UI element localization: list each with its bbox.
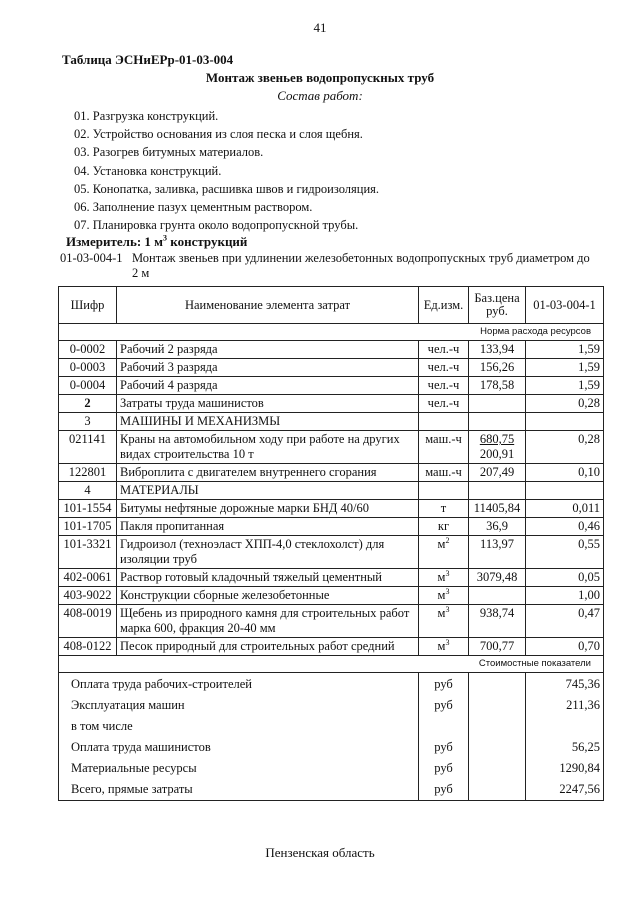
cell-norm: 1,00 (526, 587, 604, 605)
cell-code: 101-3321 (59, 536, 117, 569)
cell-price: 156,26 (469, 359, 526, 377)
cell-name: Гидроизол (техноэласт ХПП-4,0 стеклохолст) для изоляции труб (117, 536, 419, 569)
total-name: Всего, прямые затраты (59, 779, 419, 801)
cost-label-row (59, 656, 604, 673)
cell-price: 938,74 (469, 605, 526, 638)
cell-name: Раствор готовый кладочный тяжелый цементный (117, 569, 419, 587)
cell-unit (419, 518, 469, 536)
cell-name: Краны на автомобильном ходу при работе на других видах строительства 10 т (117, 431, 419, 464)
section-code: 3 (59, 413, 117, 431)
cell-unit (419, 569, 469, 587)
total-unit: руб (419, 695, 469, 716)
unit-text: т (440, 501, 447, 515)
table-row (59, 464, 604, 482)
price-secondary-value: 200,91 (479, 447, 515, 461)
cell-unit: чел.-ч (419, 341, 469, 359)
empty-cell (526, 482, 604, 500)
cell-norm: 0,46 (526, 518, 604, 536)
work-item: 04. Установка конструкций. (74, 163, 222, 178)
header-norm: 01-03-004-1 (526, 287, 604, 324)
cell-unit (419, 638, 469, 656)
cell-code: 0-0002 (59, 341, 117, 359)
cell-norm: 0,28 (526, 431, 604, 464)
unit-text: м (437, 606, 446, 620)
cell-name: Песок природный для строительных работ средний (117, 638, 419, 656)
cell-code: 021141 (59, 431, 117, 464)
cell-name: Пакля пропитанная (117, 518, 419, 536)
empty-cell (469, 758, 526, 779)
cell-price: 207,49 (469, 464, 526, 482)
table-row (59, 638, 604, 656)
total-value: 56,25 (526, 737, 604, 758)
cell-name: Затраты труда машинистов (117, 395, 419, 413)
total-name: Оплата труда рабочих-строителей (59, 673, 419, 696)
table-row (59, 359, 604, 377)
cell-code: 2 (59, 395, 117, 413)
total-value: 745,36 (526, 673, 604, 696)
unit-suffix: конструкций (167, 234, 248, 249)
cell-norm: 1,59 (526, 359, 604, 377)
cell-price: 113,97 (469, 536, 526, 569)
empty-cell (469, 779, 526, 801)
total-unit: руб (419, 779, 469, 801)
price-value: 680,75 (479, 432, 515, 446)
header-name: Наименование элемента затрат (117, 287, 419, 324)
total-unit (419, 716, 469, 737)
empty-cell (419, 413, 469, 431)
total-row (59, 695, 604, 716)
total-row (59, 758, 604, 779)
table-row (59, 500, 604, 518)
work-composition-list (74, 107, 379, 234)
empty-cell (469, 737, 526, 758)
cell-unit (419, 536, 469, 569)
cell-norm: 0,47 (526, 605, 604, 638)
empty-cell (469, 413, 526, 431)
unit-superscript: 3 (445, 568, 450, 578)
cell-price (469, 587, 526, 605)
unit-superscript: 3 (163, 233, 168, 243)
cell-code: 0-0004 (59, 377, 117, 395)
cell-code: 0-0003 (59, 359, 117, 377)
cell-code: 122801 (59, 464, 117, 482)
work-item: 03. Разогрев битумных материалов. (74, 145, 264, 160)
cell-unit (419, 500, 469, 518)
cell-unit: чел.-ч (419, 359, 469, 377)
measurement-unit (66, 234, 247, 250)
cell-price: 133,94 (469, 341, 526, 359)
total-row (59, 737, 604, 758)
cell-name: Рабочий 2 разряда (117, 341, 419, 359)
table-row (59, 605, 604, 638)
empty-cell (469, 695, 526, 716)
total-value (526, 716, 604, 737)
total-row (59, 673, 604, 696)
total-name: Эксплуатация машин (59, 695, 419, 716)
empty-cell (419, 482, 469, 500)
total-value: 1290,84 (526, 758, 604, 779)
cell-code: 408-0019 (59, 605, 117, 638)
cell-code: 101-1705 (59, 518, 117, 536)
empty-cell (469, 716, 526, 737)
total-unit: руб (419, 673, 469, 696)
total-unit: руб (419, 758, 469, 779)
unit-prefix: Измеритель: 1 м (66, 234, 164, 249)
total-value: 2247,56 (526, 779, 604, 801)
cell-name: Битумы нефтяные дорожные марки БНД 40/60 (117, 500, 419, 518)
resource-table (58, 286, 604, 801)
cell-name: Щебень из природного камня для строительных работ марка 600, фракция 20-40 мм (117, 605, 419, 638)
cell-norm: 1,59 (526, 341, 604, 359)
cost-label: Стоимостные показатели (59, 656, 604, 673)
materials-section-row (59, 482, 604, 500)
cell-norm: 0,55 (526, 536, 604, 569)
table-row (59, 569, 604, 587)
cell-unit: маш.-ч (419, 464, 469, 482)
item-description: Монтаж звеньев при удлинении железобетонных водопропускных труб диаметром до 2 м (132, 251, 590, 280)
section-title: МАШИНЫ И МЕХАНИЗМЫ (117, 413, 419, 431)
cell-name: Конструкции сборные железобетонные (117, 587, 419, 605)
total-value: 211,36 (526, 695, 604, 716)
cell-norm: 0,70 (526, 638, 604, 656)
table-row (59, 536, 604, 569)
cell-unit: чел.-ч (419, 377, 469, 395)
table-row (59, 431, 604, 464)
work-item: 01. Разгрузка конструкций. (74, 109, 219, 123)
unit-text: м (437, 639, 446, 653)
work-composition-heading: Состав работ: (277, 88, 363, 103)
cell-norm: 0,28 (526, 395, 604, 413)
cell-price (469, 395, 526, 413)
cell-norm: 0,05 (526, 569, 604, 587)
cell-unit (419, 587, 469, 605)
cell-code: 403-9022 (59, 587, 117, 605)
cell-price: 11405,84 (469, 500, 526, 518)
table-row (59, 341, 604, 359)
cell-name: Виброплита с двигателем внутреннего сгорания (117, 464, 419, 482)
cell-name: Рабочий 3 разряда (117, 359, 419, 377)
unit-superscript: 3 (445, 604, 450, 614)
unit-text: м (437, 588, 446, 602)
unit-text: м (437, 570, 446, 584)
total-name: Материальные ресурсы (59, 758, 419, 779)
cell-price (469, 431, 526, 464)
work-item: 07. Планировка грунта около водопропускной трубы. (74, 218, 359, 233)
cell-price: 3079,48 (469, 569, 526, 587)
unit-superscript: 3 (445, 637, 450, 647)
work-item: 06. Заполнение пазух цементным раствором. (74, 199, 313, 214)
cell-unit (419, 605, 469, 638)
unit-superscript: 2 (445, 535, 450, 545)
table-row (59, 518, 604, 536)
unit-text: кг (437, 519, 450, 533)
cell-norm: 1,59 (526, 377, 604, 395)
page-footer: Пензенская область (265, 845, 375, 860)
table-header-row (59, 287, 604, 324)
norm-label-row (59, 324, 604, 341)
operator-labor-row (59, 395, 604, 413)
item-code: 01-03-004-1 (60, 251, 123, 265)
cell-norm: 0,10 (526, 464, 604, 482)
table-row (59, 377, 604, 395)
cell-norm: 0,011 (526, 500, 604, 518)
cell-unit: чел.-ч (419, 395, 469, 413)
section-title: МАТЕРИАЛЫ (117, 482, 419, 500)
unit-superscript: 3 (445, 586, 450, 596)
cell-code: 408-0122 (59, 638, 117, 656)
cell-price: 700,77 (469, 638, 526, 656)
total-row (59, 716, 604, 737)
machines-section-row (59, 413, 604, 431)
total-row (59, 779, 604, 801)
total-unit: руб (419, 737, 469, 758)
total-name: в том числе (59, 716, 419, 737)
header-price: Баз.цена руб. (469, 287, 526, 324)
work-item: 02. Устройство основания из слоя песка и слоя щебня. (74, 127, 363, 142)
unit-text: м (437, 537, 446, 551)
cell-name: Рабочий 4 разряда (117, 377, 419, 395)
section-code: 4 (59, 482, 117, 500)
cell-price: 178,58 (469, 377, 526, 395)
total-name: Оплата труда машинистов (59, 737, 419, 758)
cell-price: 36,9 (469, 518, 526, 536)
cell-unit: маш.-ч (419, 431, 469, 464)
table-subtitle: Монтаж звеньев водопропускных труб (205, 70, 435, 85)
work-item: 05. Конопатка, заливка, расшивка швов и гидроизоляция. (74, 181, 380, 196)
page-number: 41 (313, 20, 327, 35)
norm-label: Норма расхода ресурсов (59, 324, 604, 341)
table-row (59, 587, 604, 605)
empty-cell (469, 673, 526, 696)
cell-code: 101-1554 (59, 500, 117, 518)
empty-cell (526, 413, 604, 431)
header-unit: Ед.изм. (419, 287, 469, 324)
table-title: Таблица ЭСНиЕРр-01-03-004 (62, 52, 234, 67)
header-code: Шифр (59, 287, 117, 324)
empty-cell (469, 482, 526, 500)
cell-code: 402-0061 (59, 569, 117, 587)
